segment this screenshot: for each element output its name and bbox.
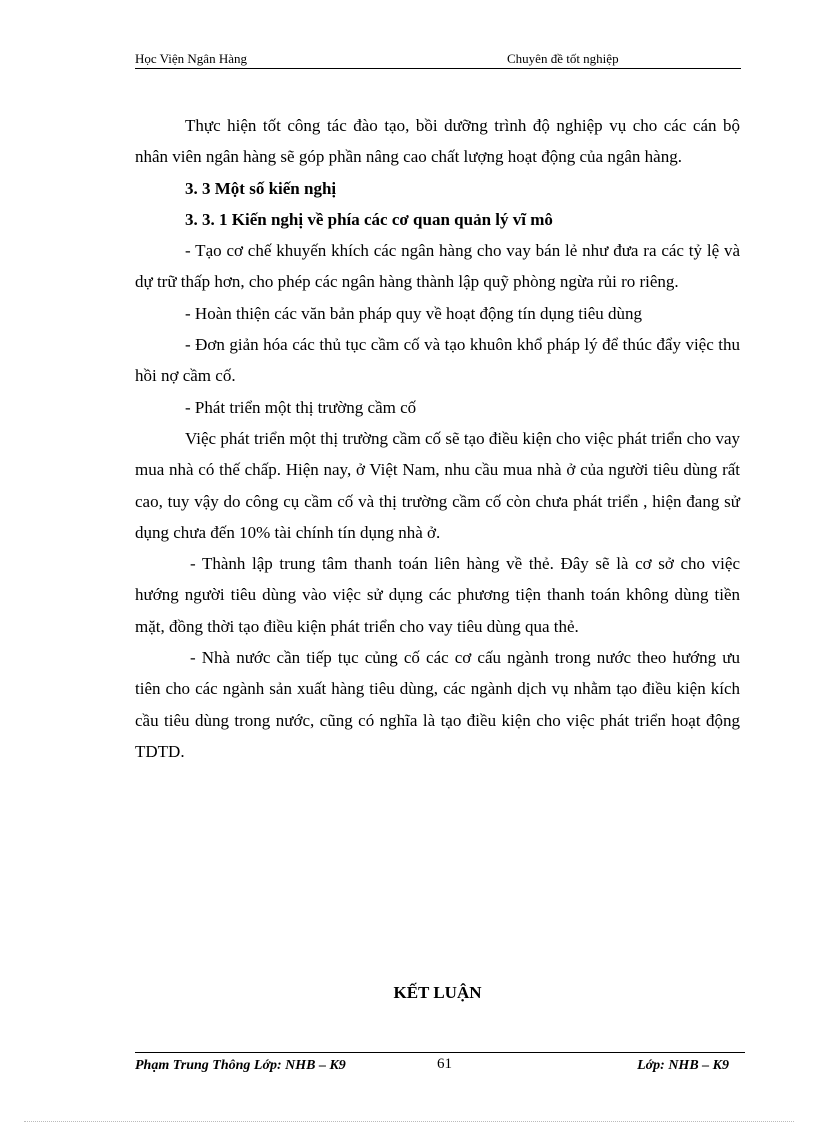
- conclusion-heading: KẾT LUẬN: [393, 983, 482, 1002]
- header-doc-type: Chuyên đề tốt nghiệp: [507, 51, 619, 66]
- paragraph-legal-documents: - Hoàn thiện các văn bản pháp quy về hoạt động tín dụng tiêu dùng: [185, 303, 642, 323]
- body-text: [135, 110, 740, 767]
- page-header: [135, 48, 741, 69]
- section-heading-3-3-1: 3. 3. 1 Kiến nghị về phía các cơ quan quản lý vĩ mô: [185, 209, 553, 229]
- footer-rule: [135, 1052, 745, 1053]
- page-number: 61: [437, 1056, 452, 1072]
- paragraph-mortgage-market: - Phát triển một thị trường cầm cố: [185, 397, 417, 417]
- header-institution: Học Viện Ngân Hàng: [135, 51, 247, 66]
- paragraph-incentive-mechanism: - Tạo cơ chế khuyến khích các ngân hàng cho vay bán lẻ như đưa ra các tỷ lệ và dự trữ thấp hơn, cho phép các ngân hàng thành lập quỹ phòng ngừa rủi ro riêng.: [135, 241, 740, 292]
- footer-class: Lớp: NHB – K9: [637, 1058, 729, 1073]
- page-footer: [135, 1056, 741, 1078]
- paragraph-training: Thực hiện tốt công tác đào tạo, bồi dưỡng trình độ nghiệp vụ cho các cán bộ nhân viên ngân hàng sẽ góp phần nâng cao chất lượng hoạt động của ngân hàng.: [135, 116, 740, 167]
- paragraph-card-clearing-center: - Thành lập trung tâm thanh toán liên hàng về thẻ. Đây sẽ là cơ sở cho việc hướng người tiêu dùng vào việc sử dụng các phương tiện thanh toán không dùng tiền mặt, đồng thời tạo điều kiện phát triển cho vay tiêu dùng qua thẻ.: [135, 554, 740, 636]
- section-heading-3-3: 3. 3 Một số kiến nghị: [185, 178, 337, 198]
- paragraph-simplify-procedures: - Đơn giản hóa các thủ tục cầm cố và tạo khuôn khổ pháp lý để thúc đẩy việc thu hồi nợ cầm cố.: [135, 335, 740, 386]
- paragraph-industry-structure: - Nhà nước cần tiếp tục củng cố các cơ cấu ngành trong nước theo hướng ưu tiên cho các ngành sản xuất hàng tiêu dùng, các ngành dịch vụ nhằm tạo điều kiện kích cầu tiêu dùng trong nước, cũng có nghĩa là tạo điều kiện cho việc phát triển hoạt động TDTD.: [135, 648, 740, 761]
- page-bottom-border: [24, 1121, 794, 1122]
- footer-author: Phạm Trung Thông Lớp: NHB – K9: [135, 1058, 346, 1073]
- paragraph-mortgage-development: Việc phát triển một thị trường cầm cố sẽ tạo điều kiện cho việc phát triển cho vay mua nhà có thế chấp. Hiện nay, ở Việt Nam, nhu cầu mua nhà ở của người tiêu dùng rất cao, tuy vậy do công cụ cầm cố và thị trường cầm cố còn chưa phát triển , hiện đang sử dụng chưa đến 10% tài chính tín dụng nhà ở.: [135, 428, 740, 542]
